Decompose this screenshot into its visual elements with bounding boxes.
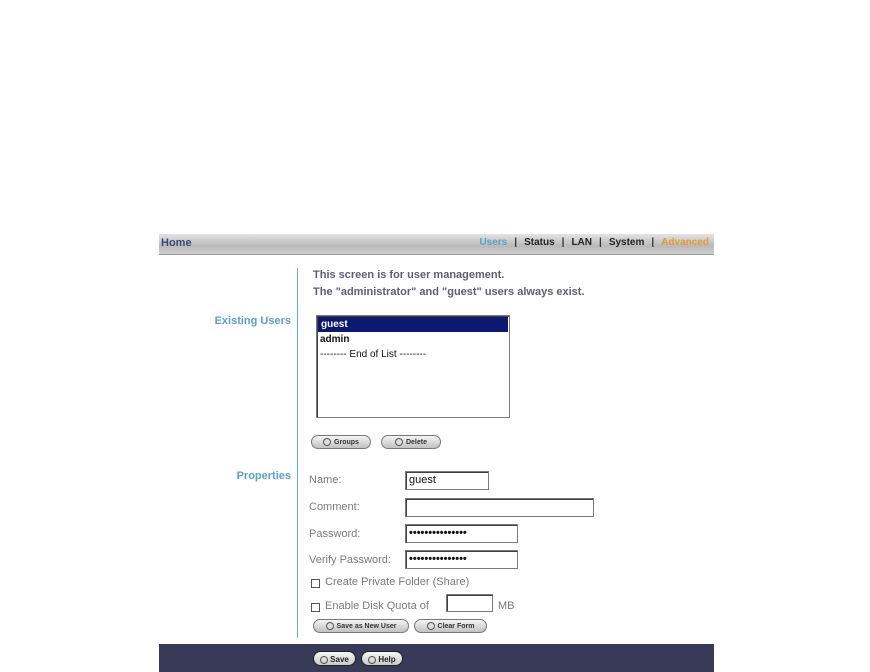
delete-button-label: Delete [405, 439, 427, 446]
quota-unit-label: MB [498, 600, 515, 612]
user-management-panel [159, 234, 714, 672]
tab-lan[interactable]: LAN [571, 237, 592, 248]
groups-button-label: Groups [334, 439, 359, 446]
intro-text-line-2: The "administrator" and "guest" users always exist. [313, 286, 585, 298]
list-item-admin[interactable]: admin [320, 334, 350, 345]
tab-status[interactable]: Status [524, 237, 555, 248]
save-button-label: Save [330, 655, 349, 664]
comment-label: Comment: [309, 501, 360, 513]
list-item-guest[interactable]: guest [318, 317, 508, 332]
section-divider [297, 268, 298, 638]
password-label: Password: [309, 528, 361, 540]
list-item-end-of-list[interactable]: -------- End of List -------- [320, 349, 427, 360]
help-button-label: Help [378, 655, 396, 664]
private-folder-checkbox[interactable] [311, 579, 320, 588]
disk-quota-input[interactable] [446, 594, 493, 612]
nav-tabs [479, 237, 709, 248]
password-field[interactable]: ••••••••••••••• [405, 524, 518, 543]
home-link[interactable]: Home [161, 237, 192, 249]
tab-system[interactable]: System [608, 237, 645, 248]
groups-button[interactable] [311, 435, 371, 449]
tab-users[interactable]: Users [479, 237, 508, 248]
top-nav-bar [159, 234, 714, 255]
existing-users-list[interactable] [316, 315, 510, 418]
tab-separator: | [651, 237, 655, 248]
properties-label: Properties [236, 470, 291, 482]
circle-icon [323, 438, 331, 446]
circle-icon [368, 656, 376, 664]
private-folder-label: Create Private Folder (Share) [325, 576, 470, 588]
tab-separator: | [599, 237, 602, 248]
circle-icon [395, 438, 403, 446]
save-as-new-user-label: Save as New User [336, 623, 397, 630]
existing-users-label: Existing Users [214, 315, 291, 327]
comment-field[interactable] [405, 498, 594, 517]
disk-quota-checkbox[interactable] [311, 603, 320, 612]
save-as-new-user-button[interactable] [313, 619, 409, 633]
clear-form-button[interactable] [414, 619, 487, 633]
tab-separator: | [514, 237, 518, 248]
bottom-action-bar [159, 644, 714, 672]
verify-password-field[interactable]: ••••••••••••••• [405, 550, 518, 569]
tab-advanced[interactable]: Advanced [661, 237, 709, 248]
help-button[interactable] [361, 651, 403, 666]
name-label: Name: [309, 474, 342, 486]
save-button[interactable] [313, 651, 356, 666]
name-field[interactable]: guest [405, 471, 489, 490]
disk-quota-label: Enable Disk Quota of [325, 600, 429, 612]
tab-separator: | [561, 237, 565, 248]
delete-button[interactable] [381, 435, 441, 449]
circle-icon [326, 622, 334, 630]
clear-form-label: Clear Form [437, 623, 475, 630]
intro-text-line-1: This screen is for user management. [313, 269, 505, 281]
circle-icon [320, 656, 328, 664]
verify-password-label: Verify Password: [309, 554, 391, 566]
circle-icon [427, 622, 435, 630]
